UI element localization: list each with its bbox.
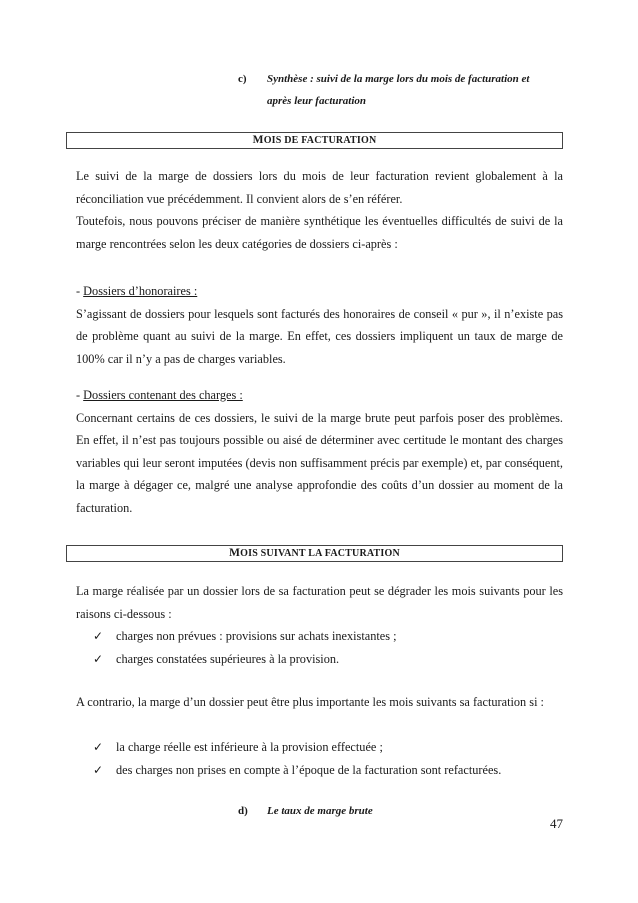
box1-rest: OIS DE FACTURATION	[263, 135, 377, 146]
charges-text: Concernant certains de ces dossiers, le suivi de la marge brute peut parfois poser des problèmes. En effet, il n’est pas toujours possible ou aisé de déterminer avec certitude le montant des charges variables qui leur seront imputées (devis non suffisamment précis par exemple) et, par conséquent, la marge à dégager ce, malgré une analyse approfondie des coûts d’un dossier au moment de la facturation.	[76, 410, 563, 515]
check-icon: ✓	[93, 629, 104, 643]
box2-rest: OIS SUIVANT LA FACTURATION	[240, 548, 400, 559]
charges-dash: -	[76, 388, 84, 402]
degrade-item-1-text: charges non prévues : provisions sur achats inexistantes ;	[116, 629, 397, 643]
contrario-paragraph: A contrario, la marge d’un dossier peut être plus importante les mois suivants sa facturation si :	[76, 695, 544, 709]
degrade-item-2-text: charges constatées supérieures à la provision.	[116, 651, 340, 666]
page-number: 47	[550, 816, 563, 831]
section-c-letter: c)	[238, 73, 247, 85]
check-icon: ✓	[93, 740, 104, 754]
honoraires-heading: Dossiers d’honoraires :	[83, 284, 198, 298]
section-c-title-line1: Synthèse : suivi de la marge lors du mois de facturation et	[267, 73, 530, 85]
box2-initial: M	[229, 547, 241, 559]
degrade-paragraph: La marge réalisée par un dossier lors de sa facturation peut se dégrader les mois suivants pour les raisons ci-dessous :	[76, 584, 563, 621]
intro-p1: Le suivi de la marge de dossiers lors du mois de leur facturation revient globalement à la réconciliation vue précédemment. Il convient alors de s’en référer.	[76, 169, 563, 206]
check-icon: ✓	[93, 651, 104, 666]
charges-heading: Dossiers contenant des charges :	[83, 388, 243, 402]
section-d-letter: d)	[238, 805, 248, 817]
check-icon: ✓	[93, 762, 104, 777]
contrario-item-1-text: la charge réelle est inférieure à la provision effectuée ;	[116, 740, 383, 754]
section-d-title: Le taux de marge brute	[267, 805, 373, 817]
section-c-title-line2: après leur facturation	[267, 95, 367, 107]
box1-initial: M	[252, 134, 264, 146]
honoraires-text: S’agissant de dossiers pour lesquels sont facturés des honoraires de conseil « pur », il n’existe pas de problème quant au suivi de la marge. En effet, ces dossiers impliquent un taux de marge de 100% car il n’y a pas de charges variables.	[76, 306, 563, 366]
contrario-item-2-text: des charges non prises en compte à l’époque de la facturation sont refacturées.	[116, 762, 502, 777]
intro-p2: Toutefois, nous pouvons préciser de manière synthétique les éventuelles difficultés de suivi de la marge rencontrées selon les deux catégories de dossiers ci-après :	[76, 214, 563, 251]
honoraires-dash: -	[76, 284, 84, 298]
